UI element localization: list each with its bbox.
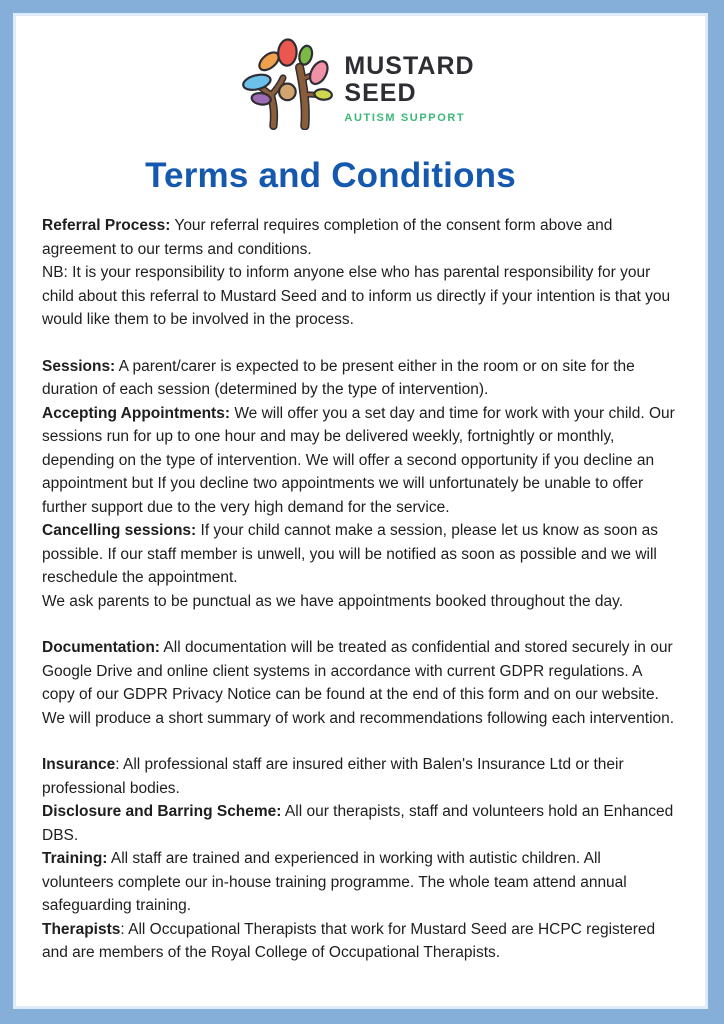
paragraph: Documentation: All documentation will be treated as confidential and stored securely in our Google Drive and online client systems in accordance with current GDPR regulations. A copy of our GDPR Privacy Notice can be found at the end of this form and on our website. (42, 639, 673, 703)
logo-wordmark-line2: SEED (344, 79, 417, 107)
paragraph: Accepting Appointments: We will offer you a set day and time for work with your child. Our sessions run for up to one hour and may be delivered weekly, fortnightly or monthly, depending on the type of intervention. We will offer a second opportunity if you decline an appointment but If you decline two appointments we will unfortunately be unable to offer further support due to the very high demand for the service. (42, 404, 675, 516)
logo (42, 38, 675, 130)
paragraph: We ask parents to be punctual as we have appointments booked throughout the day. (42, 592, 624, 610)
logo-wordmark-line1: MUSTARD (344, 52, 475, 80)
paragraph: Referral Process: Your referral requires completion of the consent form above and agreement to our terms and conditions. (42, 217, 613, 258)
paragraph: Disclosure and Barring Scheme: All our therapists, staff and volunteers hold an Enhanced DBS. (42, 803, 674, 844)
paragraph: Training: All staff are trained and experienced in working with autistic children. All volunteers complete our in-house training programme. The whole team attend annual safeguarding training. (42, 850, 627, 914)
document-page (13, 13, 708, 1009)
paragraph: Insurance: All professional staff are insured either with Balen's Insurance Ltd or their professional bodies. (42, 756, 624, 797)
paragraph: Sessions: A parent/carer is expected to be present either in the room or on site for the duration of each session (determined by the type of intervention). (42, 357, 635, 398)
paragraph: We will produce a short summary of work and recommendations following each intervention. (42, 709, 675, 727)
document-body (42, 214, 675, 965)
paragraph: Therapists: All Occupational Therapists that work for Mustard Seed are HCPC registered and are members of the Royal College of Occupational Therapists. (42, 920, 656, 961)
logo-tree-icon (242, 38, 338, 130)
paragraph: NB: It is your responsibility to inform anyone else who has parental responsibility for your child about this referral to Mustard Seed and to inform us directly if your intention is that you would like them to be involved in the process. (42, 264, 671, 328)
logo-wordmark (344, 54, 474, 124)
logo-tagline: AUTISM SUPPORT (344, 112, 466, 124)
page-title: Terms and Conditions (145, 156, 516, 195)
paragraph: Cancelling sessions: If your child cannot make a session, please let us know as soon as possible. If our staff member is unwell, you will be notified as soon as possible and we will reschedule the appointment. (42, 522, 659, 586)
